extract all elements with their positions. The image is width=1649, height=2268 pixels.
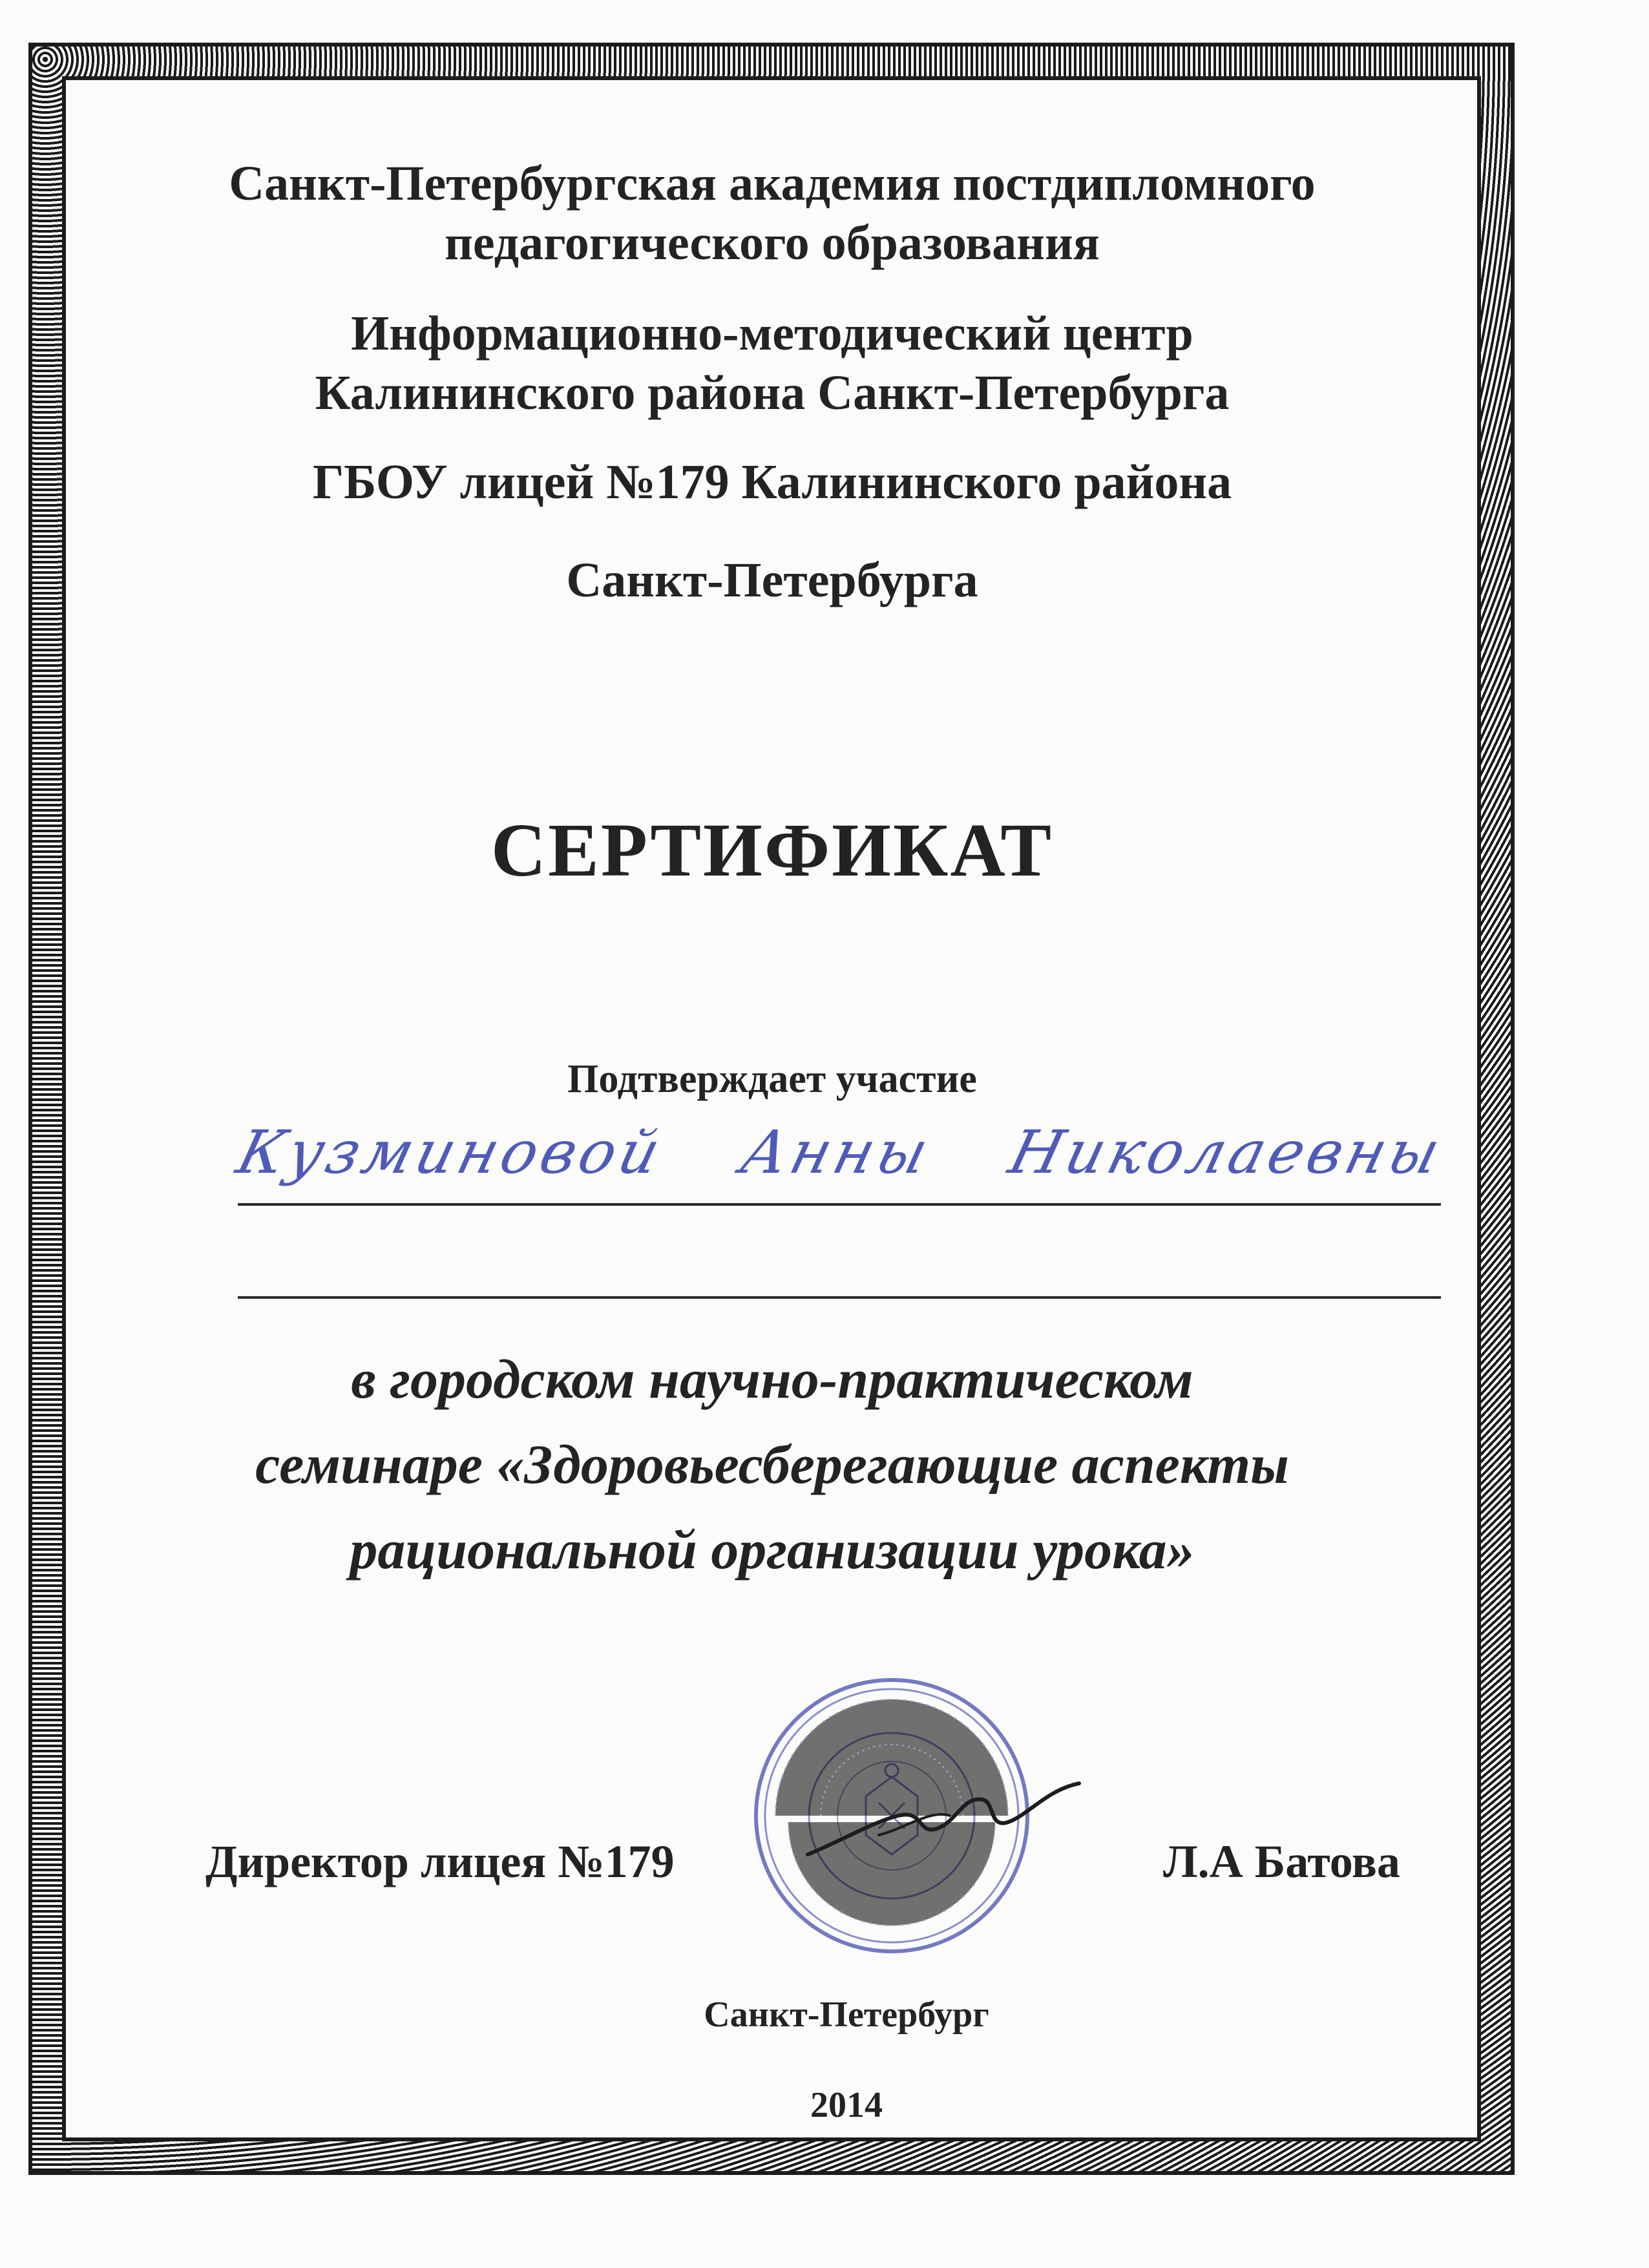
director-name: Л.А Батова: [1163, 1836, 1400, 1887]
confirms-participation: Подтверждает участие: [567, 1057, 977, 1101]
year: 2014: [810, 2085, 883, 2125]
academy-heading: [103, 154, 1441, 273]
director-signature: [801, 1770, 1086, 1867]
event-line-2: семинаре «Здоровьесберегающие аспекты: [255, 1433, 1289, 1495]
city: Санкт-Петербург: [704, 1995, 989, 2035]
name-underline-2: [238, 1296, 1441, 1299]
event-description: [103, 1336, 1441, 1592]
school-heading-line-2: Санкт-Петербурга: [566, 553, 978, 607]
center-heading: [103, 304, 1441, 423]
event-line-1: в городском научно-практическом: [351, 1348, 1193, 1410]
director-label: Директор лицея №179: [205, 1836, 675, 1887]
academy-line-1: Санкт-Петербургская академия постдипломного: [229, 156, 1316, 211]
academy-line-2: педагогического образования: [445, 216, 1100, 270]
school-heading-line-1: ГБОУ лицей №179 Калининского района: [312, 455, 1232, 509]
certificate-title: СЕРТИФИКАТ: [490, 808, 1054, 892]
event-line-3: рациональной организации урока»: [350, 1518, 1195, 1580]
name-underline-1: [238, 1203, 1441, 1206]
participant-name-handwritten: Кузминовой Анны Николаевны: [230, 1118, 1451, 1187]
center-line-1: Информационно-методический центр: [351, 306, 1193, 361]
center-line-2: Калининского района Санкт-Петербурга: [315, 366, 1230, 420]
